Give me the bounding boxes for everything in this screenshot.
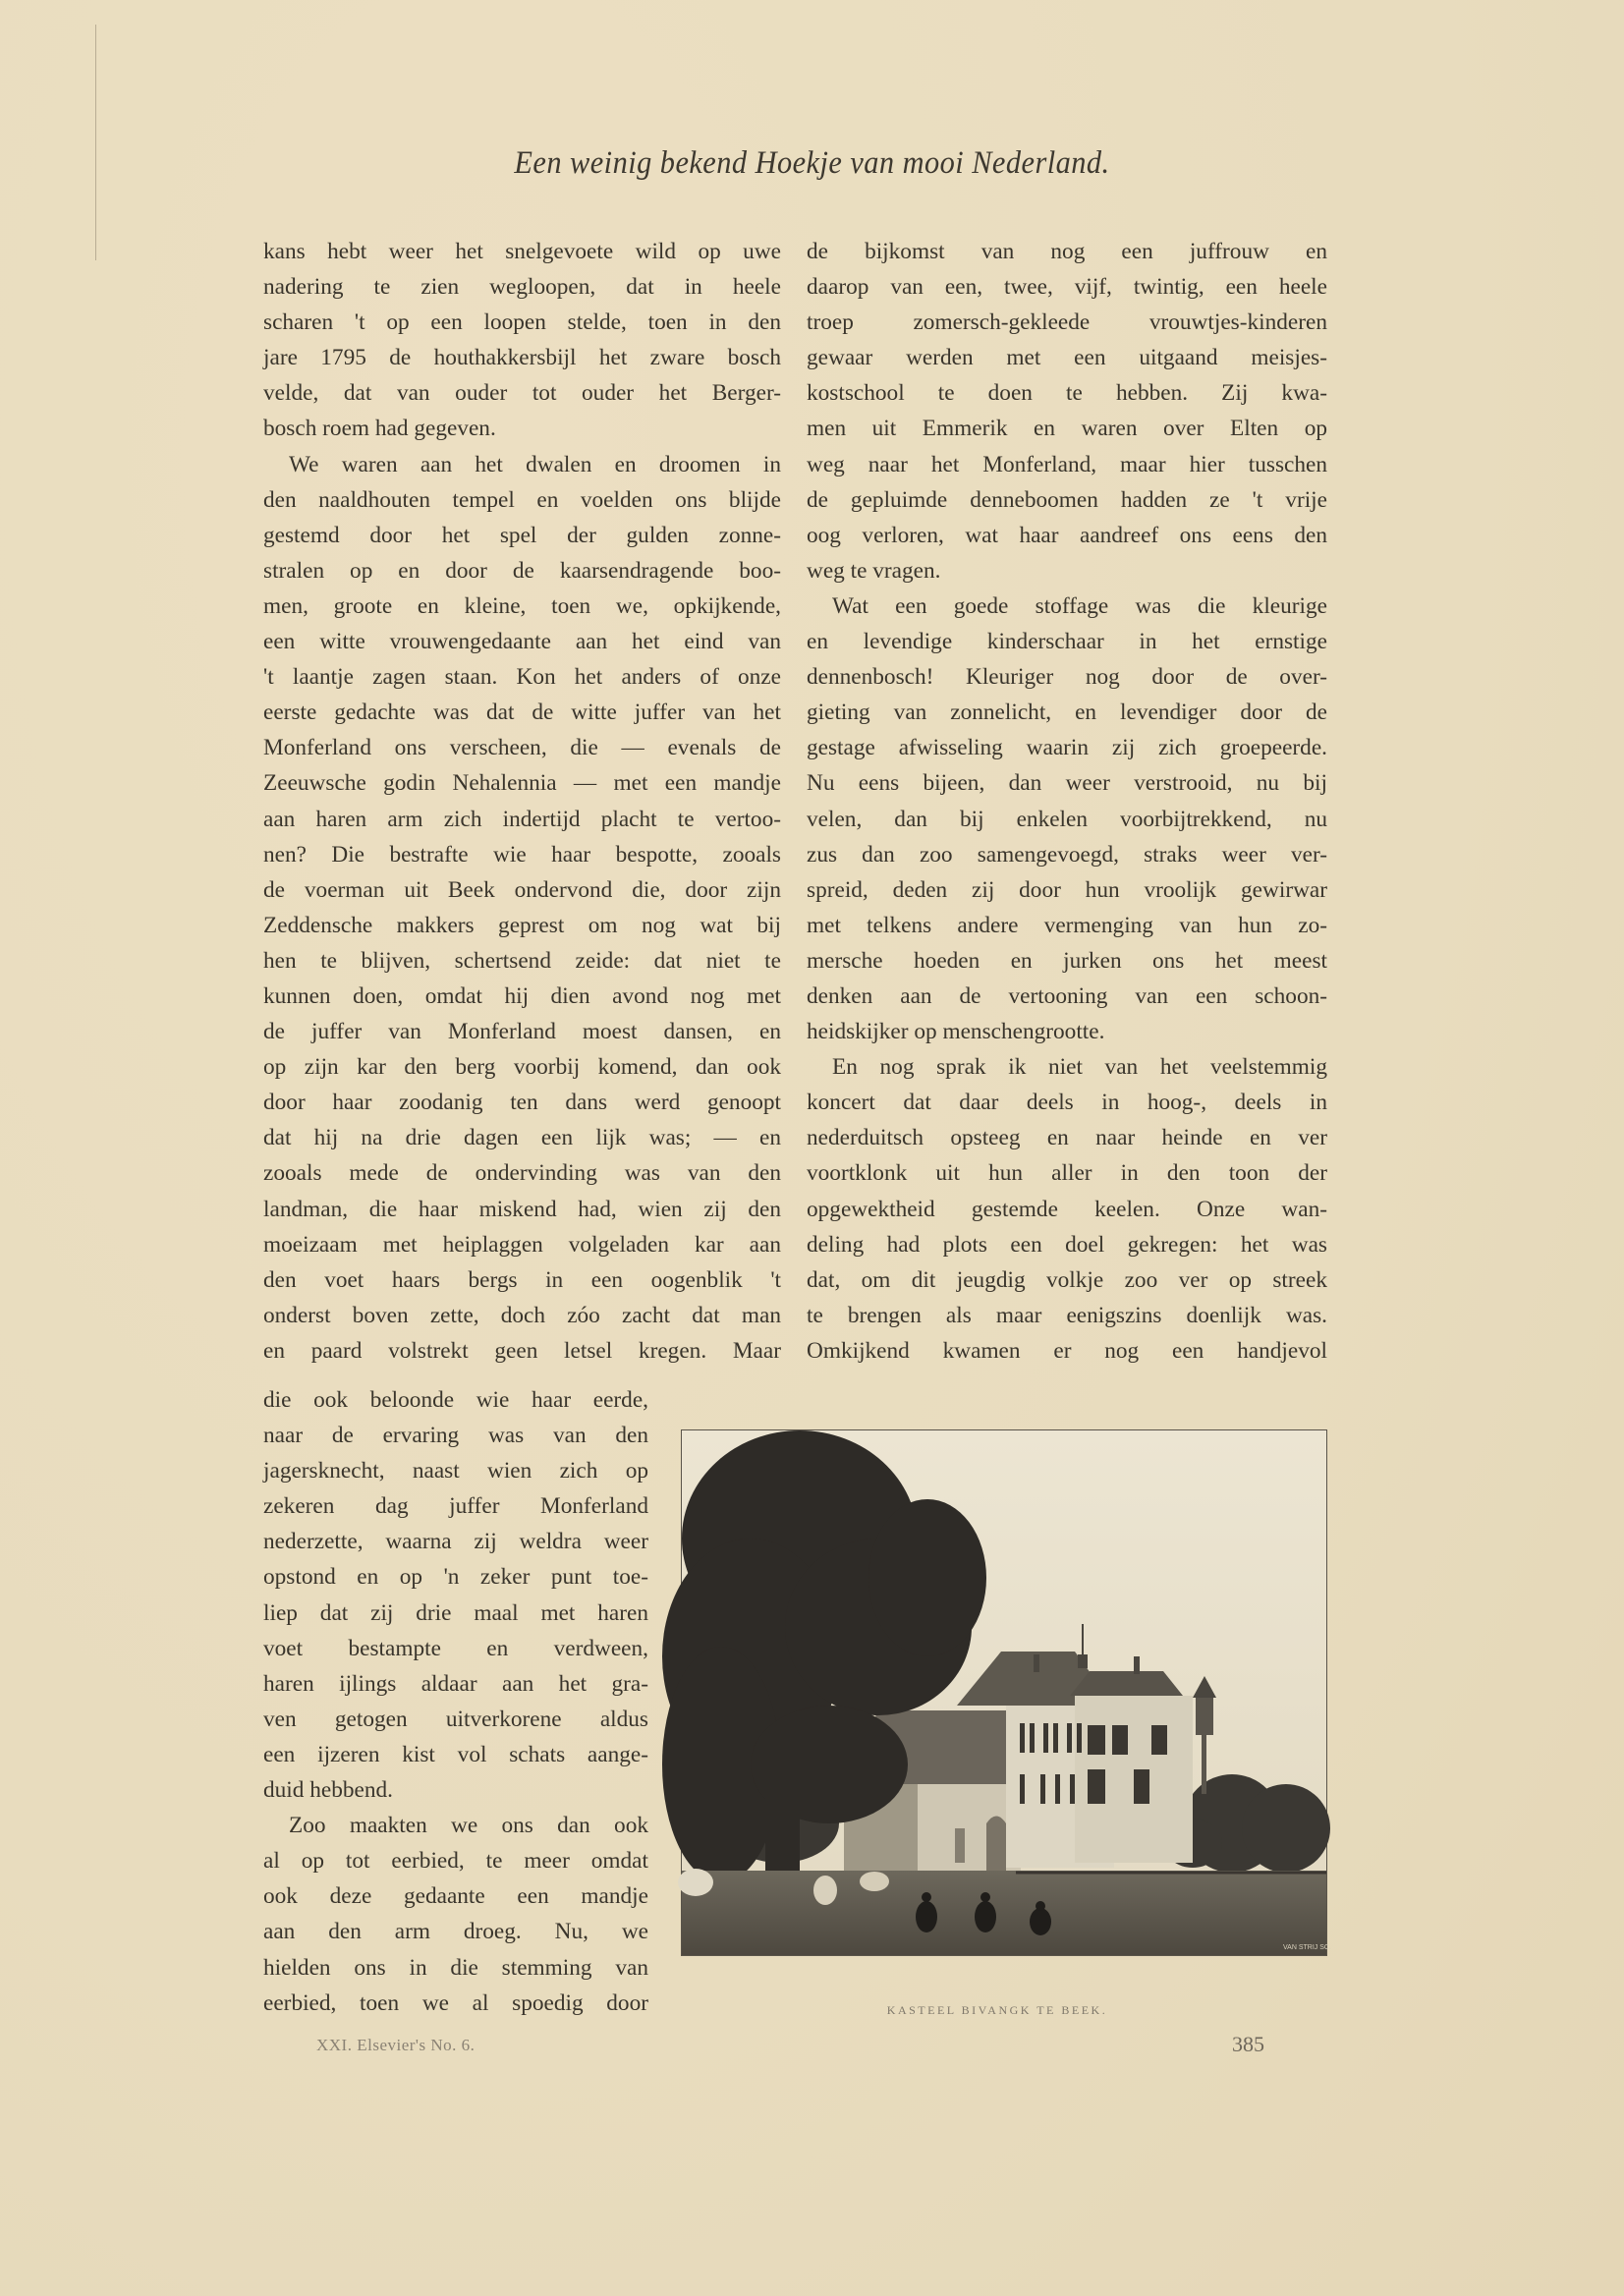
text-line: duid hebbend.	[263, 1777, 393, 1804]
text-line: men, groote en kleine, toen we, opkijkende,	[263, 592, 781, 619]
text-line: denken aan de vertooning van een schoon-	[807, 982, 1327, 1009]
text-line: voortklonk uit hun aller in den toon der	[807, 1160, 1327, 1187]
left-column-narrow	[263, 1382, 648, 2021]
text-line: zus dan zoo samengevoegd, straks weer ver-	[807, 841, 1327, 868]
text-line: liep dat zij drie maal met haren	[263, 1599, 648, 1626]
text-line: gewaar werden met een uitgaand meisjes-	[807, 345, 1327, 371]
text-line: moeizaam met heiplaggen volgeladen kar aan	[263, 1231, 781, 1258]
text-line: landman, die haar miskend had, wien zij den	[263, 1196, 781, 1222]
text-line: de juffer van Monferland moest dansen, en	[263, 1019, 781, 1045]
castle-photograph	[681, 1429, 1331, 1956]
text-line: Zeddensche makkers geprest om nog wat bij	[263, 912, 781, 938]
text-line: ook deze gedaante een mandje	[263, 1883, 648, 1910]
text-line: die ook beloonde wie haar eerde,	[263, 1387, 648, 1413]
running-title: Een weinig bekend Hoekje van mooi Nederland.	[514, 145, 1110, 181]
text-line: eerbied, toen we al spoedig door	[263, 1989, 648, 2016]
text-line: hen te blijven, schertsend zeide: dat niet te	[263, 947, 781, 974]
text-line: door haar zoodanig ten dans werd genoopt	[263, 1090, 781, 1116]
text-line: met telkens andere vermenging van hun zo-	[807, 912, 1327, 938]
right-column	[807, 234, 1327, 1369]
text-line: Nu eens bijeen, dan weer verstrooid, nu bij	[807, 770, 1327, 797]
text-line: den naaldhouten tempel en voelden ons blijde	[263, 486, 781, 513]
meadow	[682, 1871, 1326, 1955]
text-line: hielden ons in die stemming van	[263, 1954, 648, 1981]
text-line: een witte vrouwengedaante aan het eind van	[263, 629, 781, 655]
text-line: nederduitsch opsteeg en naar heinde en ver	[807, 1125, 1327, 1151]
text-line: aan den arm droeg. Nu, we	[263, 1919, 648, 1945]
text-line: de voerman uit Beek ondervond die, door zijn	[263, 876, 781, 903]
text-line: kans hebt weer het snelgevoete wild op uwe	[263, 239, 781, 264]
text-line: Wat een goede stoffage was die kleurige	[832, 592, 1327, 619]
text-line: scharen 't op een loopen stelde, toen in den	[263, 309, 781, 336]
text-line: 't laantje zagen staan. Kon het anders of onze	[263, 664, 781, 691]
text-line: nederzette, waarna zij weldra weer	[263, 1529, 648, 1555]
text-line: daarop van een, twee, vijf, twintig, een heele	[807, 274, 1327, 301]
text-line: En nog sprak ik niet van het veelstemmig	[832, 1054, 1327, 1081]
text-line: haren ijlings aldaar aan het gra-	[263, 1670, 648, 1697]
text-line: te brengen als maar eenigszins doenlijk was.	[807, 1302, 1327, 1328]
text-line: kunnen doen, omdat hij dien avond nog met	[263, 982, 781, 1009]
text-line: de gepluimde denneboomen hadden ze 't vrije	[807, 486, 1327, 513]
text-line: Omkijkend kwamen er nog een handjevol	[807, 1337, 1327, 1364]
footer-signature: XXI. Elsevier's No. 6.	[316, 2036, 476, 2054]
text-line: troep zomersch-gekleede vrouwtjes-kinderen	[807, 309, 1327, 336]
text-line: oog verloren, wat haar aandreef ons eens den	[807, 522, 1327, 548]
figure-caption: KASTEEL BIVANGK TE BEEK.	[886, 2003, 1108, 2017]
text-line: gestage afwisseling waarin zij zich groepeerde.	[807, 735, 1327, 761]
text-line: gieting van zonnelicht, en levendiger door de	[807, 700, 1327, 726]
text-line: zooals mede de ondervinding was van den	[263, 1160, 781, 1187]
text-line: jagersknecht, naast wien zich op	[263, 1458, 648, 1484]
text-line: dennenbosch! Kleuriger nog door de over-	[807, 664, 1327, 691]
text-line: bosch roem had gegeven.	[263, 416, 496, 442]
text-line: dat, om dit jeugdig volkje zoo ver op streek	[807, 1266, 1327, 1293]
text-line: aan haren arm zich indertijd placht te vertoo-	[263, 806, 781, 832]
text-line: de bijkomst van nog een juffrouw en	[807, 239, 1327, 264]
text-line: spreid, deden zij door hun vroolijk gewirwar	[807, 876, 1327, 903]
text-line: nen? Die bestrafte wie haar bespotte, zooals	[263, 841, 781, 868]
text-line: opstond en op 'n zeker punt toe-	[263, 1564, 648, 1591]
text-line: voet bestampte en verdween,	[263, 1635, 648, 1661]
text-line: naar de ervaring was van den	[263, 1423, 648, 1449]
text-line: jare 1795 de houthakkersbijl het zware bosch	[263, 345, 781, 371]
text-line: velde, dat van ouder tot ouder het Berger-	[263, 380, 781, 407]
text-line: Monferland ons verscheen, die — evenals de	[263, 735, 781, 761]
text-line: Zeeuwsche godin Nehalennia — met een mandje	[263, 770, 781, 797]
page-number: 385	[1232, 2032, 1264, 2056]
text-line: koncert dat daar deels in hoog-, deels in	[807, 1090, 1327, 1116]
text-line: kostschool te doen te hebben. Zij kwa-	[807, 380, 1327, 407]
text-line: weg te vragen.	[807, 557, 941, 584]
engraver-signature: VAN STRIJ SC.	[1283, 1944, 1331, 1951]
text-line: en paard volstrekt geen letsel kregen. Maar	[263, 1337, 781, 1364]
text-line: ven getogen uitverkorene aldus	[263, 1706, 648, 1732]
text-line: onderst boven zette, doch zóo zacht dat man	[263, 1302, 781, 1328]
text-line: en levendige kinderschaar in het ernstige	[807, 629, 1327, 655]
page-gutter-line	[95, 25, 96, 260]
text-line: stralen op en door de kaarsendragende boo-	[263, 557, 781, 584]
text-line: op zijn kar den berg voorbij komend, dan ook	[263, 1054, 781, 1081]
text-line: dat hij na drie dagen een lijk was; — en	[263, 1125, 781, 1151]
text-line: een ijzeren kist vol schats aange-	[263, 1741, 648, 1767]
text-line: mersche hoeden en jurken ons het meest	[807, 947, 1327, 974]
text-line: velen, dan bij enkelen voorbijtrekkend, nu	[807, 806, 1327, 832]
text-line: men uit Emmerik en waren over Elten op	[807, 416, 1327, 442]
photo-illustration	[682, 1430, 1331, 1955]
text-line: Zoo maakten we ons dan ook	[289, 1813, 648, 1839]
text-line: den voet haars bergs in een oogenblik 't	[263, 1266, 781, 1293]
text-line: al op tot eerbied, te meer omdat	[263, 1848, 648, 1875]
text-line: nadering te zien wegloopen, dat in heele	[263, 274, 781, 301]
text-line: weg naar het Monferland, maar hier tusschen	[807, 451, 1327, 477]
text-line: deling had plots een doel gekregen: het was	[807, 1231, 1327, 1258]
text-line: We waren aan het dwalen en droomen in	[289, 451, 781, 477]
text-line: heidskijker op menschengrootte.	[807, 1019, 1105, 1045]
text-line: opgewektheid gestemde keelen. Onze wan-	[807, 1196, 1327, 1222]
text-line: zekeren dag juffer Monferland	[263, 1493, 648, 1520]
left-column	[263, 234, 781, 1369]
text-line: gestemd door het spel der gulden zonne-	[263, 522, 781, 548]
text-line: eerste gedachte was dat de witte juffer van het	[263, 700, 781, 726]
